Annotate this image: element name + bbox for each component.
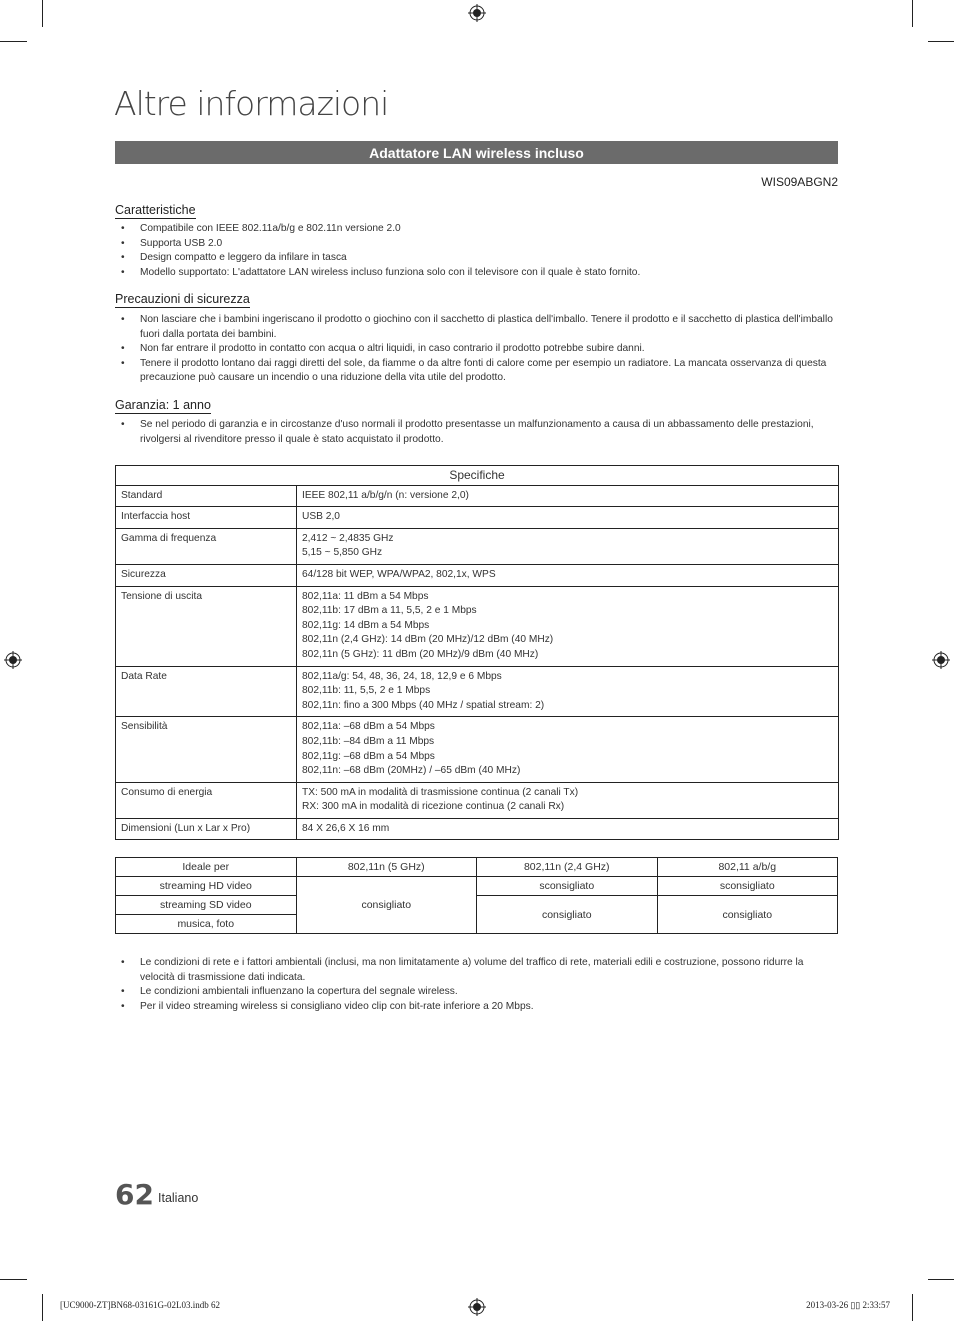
ideal-cell: sconsigliato <box>477 877 658 896</box>
print-timestamp: 2013-03-26 ▯▯ 2:33:57 <box>806 1300 890 1310</box>
table-row <box>116 666 839 717</box>
spec-key: Gamma di frequenza <box>116 528 297 564</box>
list-item: • Tenere il prodotto lontano dai raggi diretti del sole, da fiamme o da altre fonti di calore come per esempio un radiatore. La mancata osservanza di questa precauzione può causare un incendio o una riduzione della vita utile del prodotto. <box>115 357 840 386</box>
table-row <box>116 485 839 507</box>
spec-value: TX: 500 mA in modalità di trasmissione continua (2 canali Tx) RX: 300 mA in modalità di ricezione continua (2 canali Rx) <box>297 782 839 818</box>
list-item: • Se nel periodo di garanzia e in circostanze d'uso normali il prodotto presentasse un malfunzionamento a causa di un abbassamento delle prestazioni, rivolgersi al rivenditore presso il quale è stato acquistato il prodotto. <box>115 418 840 447</box>
page-language: Italiano <box>158 1191 199 1205</box>
ideal-row-label: streaming HD video <box>116 877 297 896</box>
registration-mark-icon <box>468 4 486 22</box>
safety-heading: Precauzioni di sicurezza <box>115 292 250 306</box>
section-bar: Adattatore LAN wireless incluso <box>115 141 838 164</box>
ideal-header-cell: Ideale per <box>116 858 297 877</box>
list-item: • Non lasciare che i bambini ingeriscano il prodotto o giochino con il sacchetto di plastica dell'imballo. Tenere il prodotto e il sacchetto di plastica dell'imballo fuori dalla portata dei bambini. <box>115 313 840 342</box>
registration-mark-icon <box>468 1298 486 1316</box>
crop-mark <box>0 41 27 42</box>
table-row <box>116 717 839 782</box>
spec-value: USB 2,0 <box>297 507 839 529</box>
page-title: Altre informazioni <box>114 84 389 123</box>
ideal-header-cell: 802,11 a/b/g <box>657 858 838 877</box>
spec-table-header: Specifiche <box>116 466 839 486</box>
ideal-header-cell: 802,11n (2,4 GHz) <box>477 858 658 877</box>
spec-key: Consumo di energia <box>116 782 297 818</box>
table-row <box>116 818 839 840</box>
ideal-row-label: streaming SD video <box>116 896 297 915</box>
crop-mark <box>928 41 954 42</box>
ideal-use-table <box>115 857 838 934</box>
table-row <box>116 507 839 529</box>
spec-value: IEEE 802,11 a/b/g/n (n: versione 2,0) <box>297 485 839 507</box>
crop-mark <box>0 1279 27 1280</box>
spec-value: 802,11a: 11 dBm a 54 Mbps 802,11b: 17 dBm a 11, 5,5, 2 e 1 Mbps 802,11g: 14 dBm a 54 Mbps 802,11n (2,4 GHz): 14 dBm (20 MHz)/12 dBm (40 MHz) 802,11n (5 GHz): 11 dBm (20 MHz)/9 dBm (40 MHz) <box>297 586 839 666</box>
crop-mark <box>912 1294 913 1321</box>
ideal-cell: sconsigliato <box>657 877 838 896</box>
list-item: • Design compatto e leggero da infilare in tasca <box>115 251 840 266</box>
table-row <box>116 564 839 586</box>
spec-value: 84 X 26,6 X 16 mm <box>297 818 839 840</box>
spec-value: 64/128 bit WEP, WPA/WPA2, 802,1x, WPS <box>297 564 839 586</box>
list-item: • Le condizioni ambientali influenzano la copertura del segnale wireless. <box>115 985 840 1000</box>
spec-key: Sensibilità <box>116 717 297 782</box>
print-file-info: [UC9000-ZT]BN68-03161G-02L03.indb 62 <box>60 1300 220 1310</box>
crop-mark <box>42 0 43 27</box>
list-item: • Non far entrare il prodotto in contatto con acqua o altri liquidi, in caso contrario il prodotto potrebbe subire danni. <box>115 342 840 357</box>
list-item: • Modello supportato: L'adattatore LAN wireless incluso funziona solo con il televisore con il quale è stato fornito. <box>115 266 840 281</box>
features-list <box>115 222 840 280</box>
spec-value: 802,11a/g: 54, 48, 36, 24, 18, 12,9 e 6 Mbps 802,11b: 11, 5,5, 2 e 1 Mbps 802,11n: fino a 300 Mbps (40 MHz / spatial stream: 2) <box>297 666 839 717</box>
spec-key: Sicurezza <box>116 564 297 586</box>
spec-value: 2,412 ~ 2,4835 GHz 5,15 ~ 5,850 GHz <box>297 528 839 564</box>
list-item: • Per il video streaming wireless si consigliano video clip con bit-rate inferiore a 20 Mbps. <box>115 1000 840 1015</box>
spec-key: Data Rate <box>116 666 297 717</box>
page-number: 62 <box>115 1178 154 1211</box>
table-row <box>116 586 839 666</box>
ideal-header-cell: 802,11n (5 GHz) <box>296 858 477 877</box>
list-item: • Compatibile con IEEE 802.11a/b/g e 802.11n versione 2.0 <box>115 222 840 237</box>
features-heading: Caratteristiche <box>115 203 196 217</box>
table-row <box>116 782 839 818</box>
table-row <box>116 528 839 564</box>
spec-key: Tensione di uscita <box>116 586 297 666</box>
ideal-cell: consigliato <box>296 877 477 934</box>
spec-value: 802,11a: –68 dBm a 54 Mbps 802,11b: –84 dBm a 11 Mbps 802,11g: –68 dBm a 54 Mbps 802,11n: –68 dBm (20MHz) / –65 dBm (40 MHz) <box>297 717 839 782</box>
safety-list <box>115 313 840 386</box>
crop-mark <box>42 1294 43 1321</box>
notes-list <box>115 956 840 1014</box>
warranty-list <box>115 418 840 447</box>
ideal-cell: consigliato <box>657 896 838 934</box>
registration-mark-icon <box>4 651 22 669</box>
list-item: • Le condizioni di rete e i fattori ambientali (inclusi, ma non limitatamente a) volume del traffico di rete, materiali edili e costruzione, possono ridurre la velocità di trasmissione dati indicata. <box>115 956 840 985</box>
list-item: • Supporta USB 2.0 <box>115 237 840 252</box>
warranty-heading: Garanzia: 1 anno <box>115 398 211 412</box>
ideal-row-label: musica, foto <box>116 915 297 934</box>
crop-mark <box>912 0 913 27</box>
spec-key: Standard <box>116 485 297 507</box>
registration-mark-icon <box>932 651 950 669</box>
spec-key: Dimensioni (Lun x Lar x Pro) <box>116 818 297 840</box>
model-code: WIS09ABGN2 <box>761 175 838 189</box>
specifications-table <box>115 465 839 840</box>
spec-key: Interfaccia host <box>116 507 297 529</box>
ideal-cell: consigliato <box>477 896 658 934</box>
crop-mark <box>928 1279 954 1280</box>
